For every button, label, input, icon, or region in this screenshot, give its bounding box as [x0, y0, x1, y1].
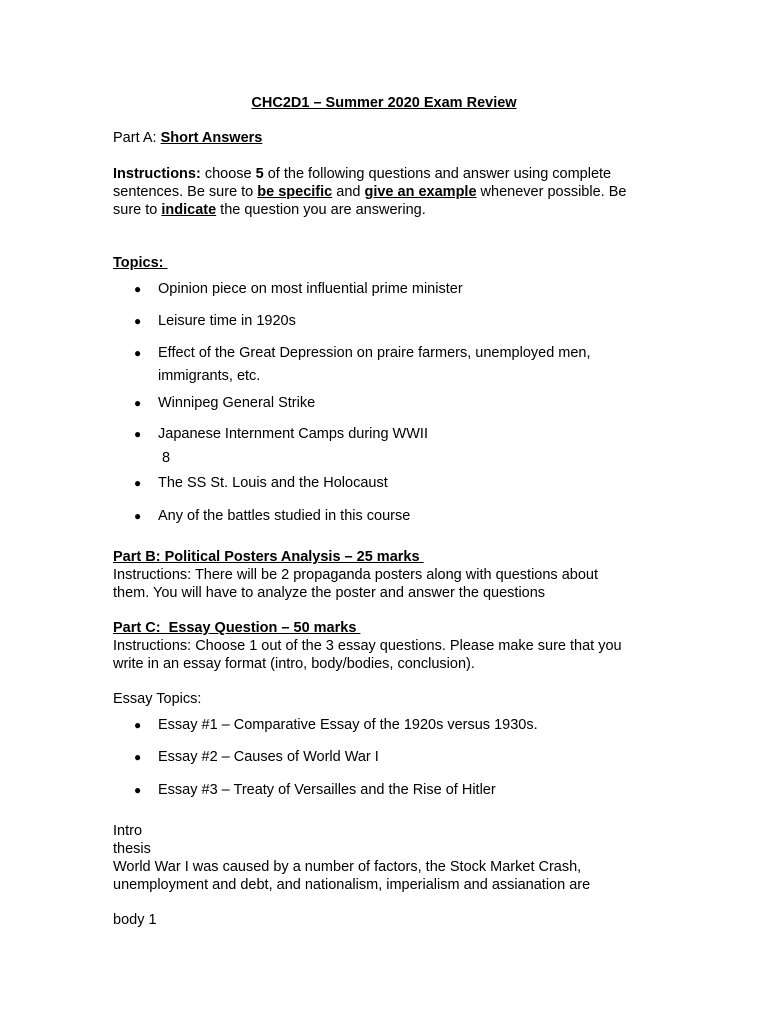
give-example-emphasis: give an example [364, 184, 477, 200]
instructions-text: sentences. Be sure to [113, 184, 258, 200]
bullet-icon: ● [134, 783, 142, 797]
bullet-icon: ● [134, 718, 142, 732]
bullet-icon: ● [134, 427, 142, 441]
bullet-icon: ● [134, 509, 142, 523]
part-c-instructions-2: write in an essay format (intro, body/bodies, conclusion). [113, 656, 475, 672]
part-b-heading: Part B: Political Posters Analysis – 25 marks [113, 549, 424, 565]
list-item: Japanese Internment Camps during WWII [158, 426, 428, 442]
essay-topics-heading: Essay Topics: [113, 691, 202, 707]
part-a-prefix: Part A: [113, 130, 161, 146]
list-item: Winnipeg General Strike [158, 395, 316, 411]
bullet-icon: ● [134, 396, 142, 410]
instructions-label: Instructions: [113, 166, 201, 182]
topics-heading: Topics: [113, 255, 168, 271]
list-item: Effect of the Great Depression on praire farmers, unemployed men, [158, 345, 591, 361]
instructions-text: whenever possible. Be [476, 184, 627, 200]
instructions-text: and [332, 184, 365, 200]
instructions-count: 5 [255, 166, 264, 182]
list-item-continuation: immigrants, etc. [158, 368, 261, 384]
instructions-text: of the following questions and answer using complete [263, 166, 612, 182]
instructions-text: the question you are answering. [216, 202, 426, 218]
instructions-line-2 [113, 183, 626, 201]
part-b-instructions-2: them. You will have to analyze the poster and answer the questions [113, 585, 546, 601]
notes-body-1: body 1 [113, 912, 157, 928]
part-b-instructions-1: Instructions: There will be 2 propaganda posters along with questions about [113, 567, 598, 583]
notes-text-2: unemployment and debt, and nationalism, imperialism and assianation are [113, 877, 591, 893]
essay-item: Essay #2 – Causes of World War I [158, 749, 379, 765]
part-c-instructions-1: Instructions: Choose 1 out of the 3 essay questions. Please make sure that you [113, 638, 622, 654]
be-specific-emphasis: be specific [257, 184, 333, 200]
page-title: CHC2D1 – Summer 2020 Exam Review [251, 95, 517, 111]
bullet-icon: ● [134, 282, 142, 296]
stray-number: 8 [162, 450, 171, 466]
instructions-line-1 [113, 165, 611, 183]
bullet-icon: ● [134, 750, 142, 764]
instructions-line-3 [113, 201, 426, 219]
notes-intro: Intro [113, 823, 143, 839]
bullet-icon: ● [134, 476, 142, 490]
essay-item: Essay #1 – Comparative Essay of the 1920s versus 1930s. [158, 717, 538, 733]
part-a-heading: Short Answers [160, 130, 263, 146]
bullet-icon: ● [134, 346, 142, 360]
part-a-line [113, 129, 262, 147]
indicate-emphasis: indicate [161, 202, 217, 218]
notes-thesis: thesis [113, 841, 151, 857]
bullet-icon: ● [134, 314, 142, 328]
list-item: Opinion piece on most influential prime minister [158, 281, 463, 297]
list-item: The SS St. Louis and the Holocaust [158, 475, 388, 491]
part-c-heading: Part C: Essay Question – 50 marks [113, 620, 361, 636]
notes-text-1: World War I was caused by a number of factors, the Stock Market Crash, [113, 859, 582, 875]
list-item: Any of the battles studied in this course [158, 508, 411, 524]
instructions-text: choose [200, 166, 256, 182]
list-item: Leisure time in 1920s [158, 313, 296, 329]
instructions-text: sure to [113, 202, 162, 218]
essay-item: Essay #3 – Treaty of Versailles and the Rise of Hitler [158, 782, 496, 798]
